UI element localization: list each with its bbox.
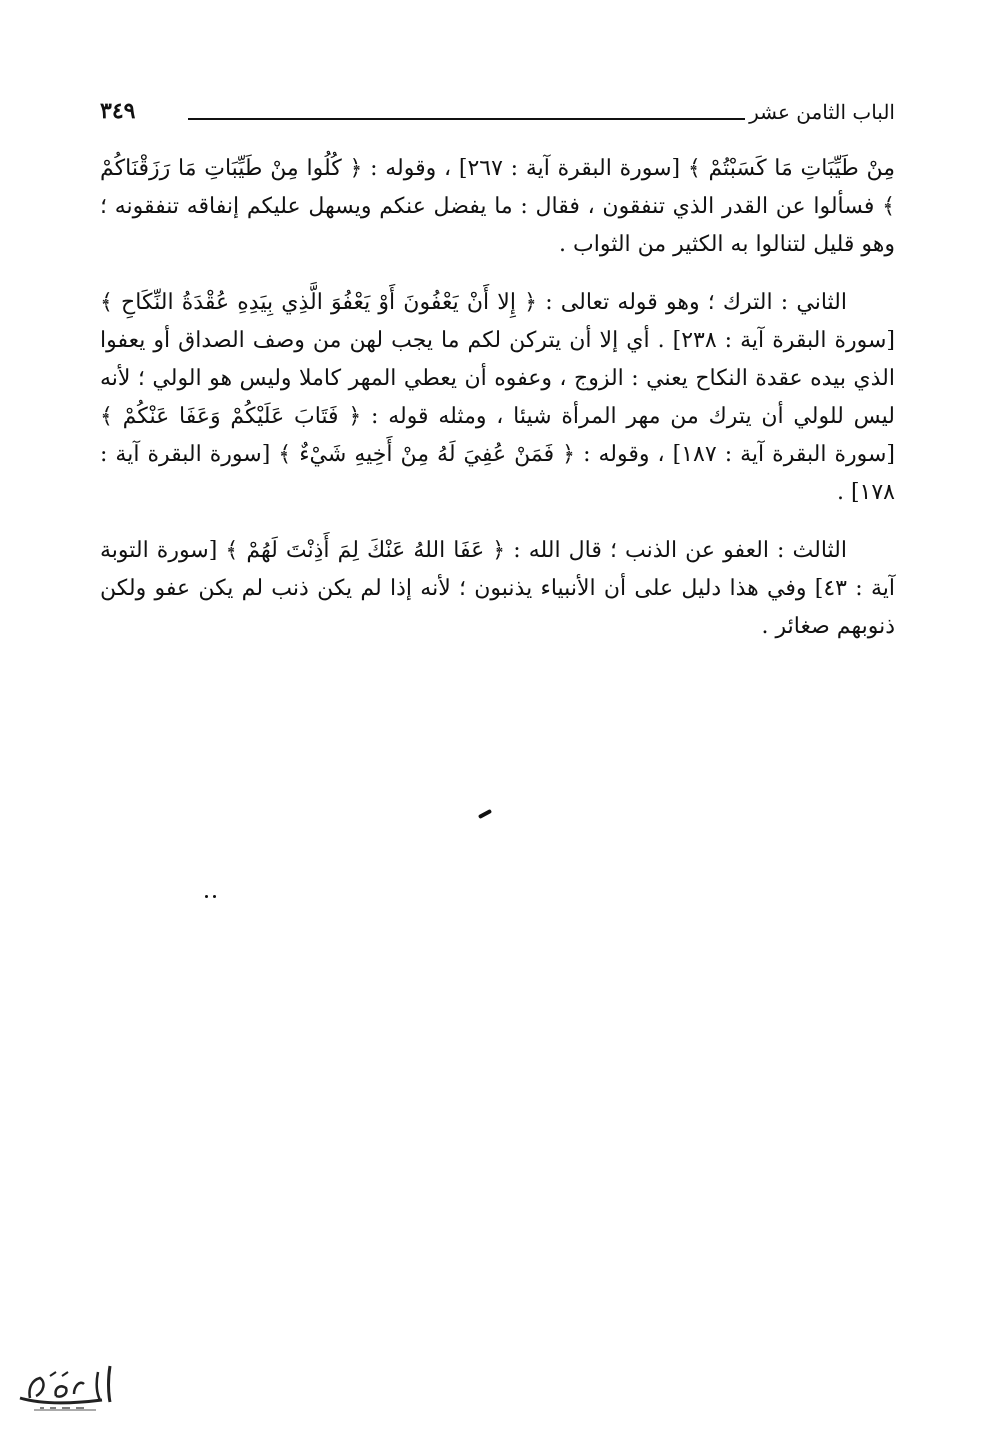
- paragraph-2-line-2: [سورة البقرة آية : ٢٣٨] . أي إلا أن يتركن لكم ما يجب لهن من وصف الصداق أو يعفوا: [100, 328, 896, 353]
- publisher-logo-icon: [10, 1358, 120, 1418]
- paragraph-1-line-1: مِنْ طَيِّبَاتِ مَا كَسَبْتُمْ ﴾ [سورة البقرة آية : ٢٦٧] ، وقوله : ﴿ كُلُوا مِنْ طَيِّبَاتِ مَا: [178, 156, 896, 181]
- paragraph-2-line-5: البقرة آية : ١٨٧] ، وقوله : ﴿ فَمَنْ عُفِيَ لَهُ مِنْ أَخِيهِ شَيْءٌ ﴾ [سورة البقرة آية : ١٧٨] .: [100, 442, 895, 505]
- chapter-title: الباب الثامن عشر: [749, 100, 895, 124]
- header-rule: [188, 118, 745, 120]
- paragraph-1-line-2: رَزَقْنَاكُمْ ﴾ فسألوا عن القدر الذي تنفقون ، فقال : ما يفضل عنكم ويسهل عليكم إنفاقه: [100, 156, 895, 219]
- paragraph-3: [100, 532, 895, 646]
- paragraph-2-line-1: الثاني : الترك ؛ وهو قوله تعالى : ﴿ إِلا أَنْ يَعْفُونَ أَوْ يَعْفُوَ الَّذِي بِيَدِهِ عُقْدَةُ النِّكَاحِ ﴾: [100, 290, 847, 315]
- paragraph-2-line-4: ليس للولي أن يترك من مهر المرأة شيئا ، ومثله قوله : ﴿ فَتَابَ عَلَيْكُمْ وَعَفَا عَنْكُمْ ﴾ [سورة: [100, 404, 896, 467]
- paragraph-3-line-1: الثالث : العفو عن الذنب ؛ قال الله : ﴿ عَفَا اللهُ عَنْكَ لِمَ أَذِنْتَ لَهُمْ ﴾ [سورة التوبة آية :: [100, 538, 895, 601]
- paragraph-3-line-2: ٤٣] وفي هذا دليل على أن الأنبياء يذنبون ؛ لأنه إذا لم يكن ذنب لم يكن عفو ولكن ذنوبهم: [100, 576, 895, 639]
- paragraph-2-line-3: الذي بيده عقدة النكاح يعني : الزوج ، وعفوه أن يعطي المهر كاملا وليس هو الولي ؛ لأنه: [100, 366, 895, 391]
- logo-calligraphy-icon: [10, 1358, 120, 1418]
- stray-dots: [205, 895, 219, 899]
- paragraph-3-line-3: صغائر .: [761, 614, 830, 639]
- paragraph-2: [100, 284, 895, 512]
- page-number: ٣٤٩: [100, 98, 136, 124]
- running-header: [100, 98, 895, 132]
- body-text: [100, 150, 895, 666]
- stray-mark: [478, 809, 492, 819]
- paragraph-1-line-3: تنفقونه ؛ وهو قليل لتنالوا به الكثير من الثواب .: [100, 194, 895, 257]
- paragraph-1: [100, 150, 895, 264]
